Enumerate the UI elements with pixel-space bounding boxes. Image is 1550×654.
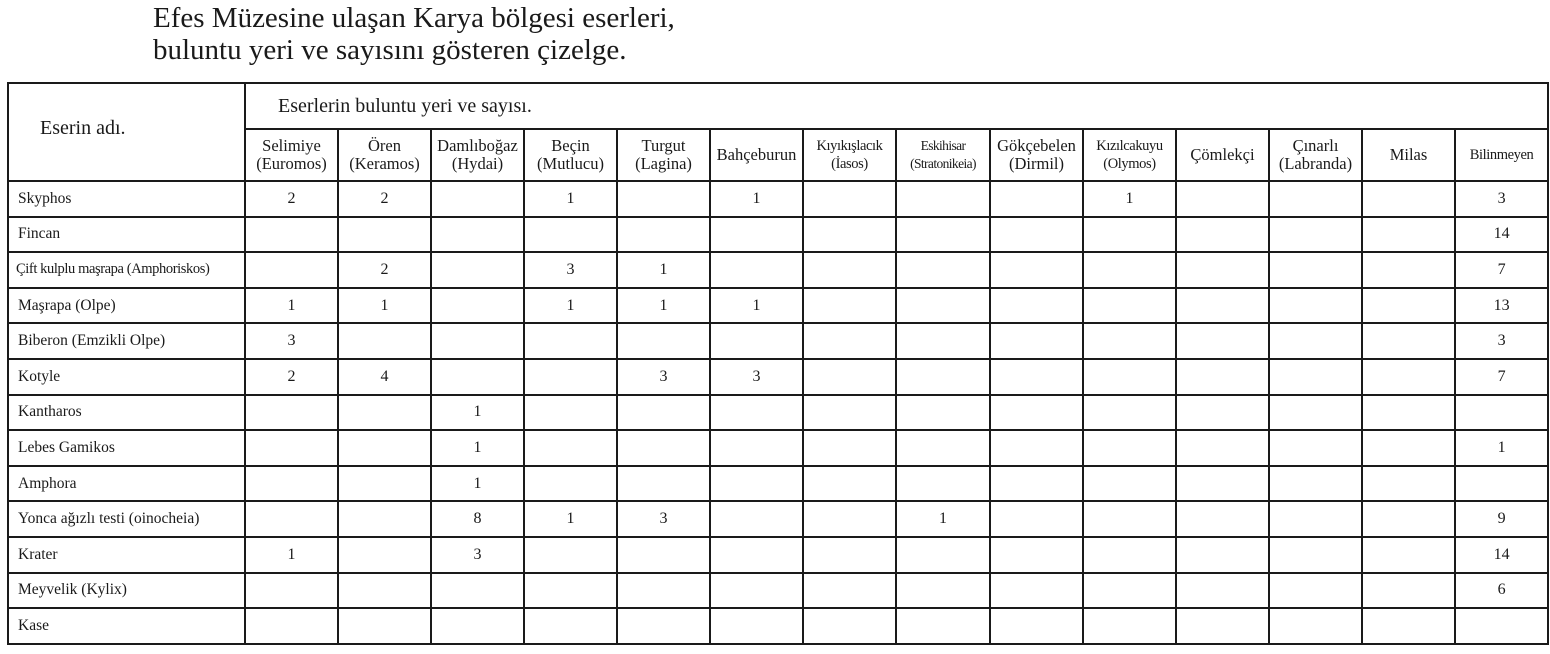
count-cell: 3 <box>431 537 524 573</box>
count-cell <box>338 501 431 537</box>
count-cell <box>990 573 1083 609</box>
count-cell <box>710 608 803 644</box>
count-cell: 1 <box>245 288 338 324</box>
location-ancient-name: (Keramos) <box>349 154 420 173</box>
artifact-name: Kotyle <box>8 359 245 395</box>
count-cell <box>431 252 524 288</box>
header-row-1 <box>8 83 1548 129</box>
count-cell <box>803 181 896 217</box>
table-row <box>8 501 1548 537</box>
count-cell <box>710 323 803 359</box>
count-cell: 1 <box>1083 181 1176 217</box>
count-cell: 14 <box>1455 217 1548 253</box>
count-cell <box>1176 181 1269 217</box>
location-ancient-name: (Dirmil) <box>1009 154 1064 173</box>
count-cell <box>990 252 1083 288</box>
location-header <box>710 129 803 181</box>
count-cell: 2 <box>338 252 431 288</box>
count-cell: 1 <box>710 288 803 324</box>
count-cell <box>617 466 710 502</box>
count-cell: 13 <box>1455 288 1548 324</box>
count-cell <box>710 537 803 573</box>
artifact-name: Meyvelik (Kylix) <box>8 573 245 609</box>
location-name: Kızılcakuyu <box>1096 138 1163 154</box>
count-cell <box>1269 573 1362 609</box>
count-cell: 1 <box>524 288 617 324</box>
table-row <box>8 608 1548 644</box>
count-cell <box>245 501 338 537</box>
count-cell <box>338 608 431 644</box>
count-cell <box>338 395 431 431</box>
count-cell: 1 <box>1455 430 1548 466</box>
table-row <box>8 430 1548 466</box>
count-cell: 3 <box>710 359 803 395</box>
count-cell <box>338 323 431 359</box>
count-cell <box>1176 288 1269 324</box>
count-cell <box>1176 466 1269 502</box>
count-cell <box>1176 573 1269 609</box>
count-cell: 2 <box>245 359 338 395</box>
count-cell <box>617 181 710 217</box>
count-cell <box>431 217 524 253</box>
count-cell <box>803 395 896 431</box>
count-cell <box>1269 395 1362 431</box>
location-header <box>431 129 524 181</box>
count-cell <box>431 573 524 609</box>
location-name: Turgut <box>641 136 686 155</box>
count-cell <box>1269 537 1362 573</box>
count-cell <box>1362 537 1455 573</box>
location-ancient-name: (Labranda) <box>1278 154 1353 173</box>
count-cell <box>1083 608 1176 644</box>
count-cell <box>617 217 710 253</box>
count-cell: 3 <box>1455 181 1548 217</box>
count-cell <box>1362 288 1455 324</box>
title-line-1: Efes Müzesine ulaşan Karya bölgesi eserleri, <box>153 2 675 34</box>
location-ancient-name: (Hydai) <box>451 154 504 173</box>
location-name: Ören <box>368 136 401 155</box>
location-header <box>990 129 1083 181</box>
count-cell <box>245 430 338 466</box>
count-cell <box>524 466 617 502</box>
location-header <box>896 129 990 181</box>
count-cell <box>896 537 990 573</box>
count-cell <box>245 573 338 609</box>
count-cell <box>524 395 617 431</box>
count-cell <box>245 395 338 431</box>
count-cell <box>1176 217 1269 253</box>
count-cell <box>1362 217 1455 253</box>
artifact-name: Maşrapa (Olpe) <box>8 288 245 324</box>
count-cell <box>245 466 338 502</box>
location-name: Milas <box>1389 145 1428 164</box>
chart-title <box>153 2 675 66</box>
count-cell <box>1269 466 1362 502</box>
count-cell <box>710 430 803 466</box>
count-cell <box>896 395 990 431</box>
count-cell <box>1362 252 1455 288</box>
table-row <box>8 252 1548 288</box>
count-cell <box>803 252 896 288</box>
count-cell: 3 <box>617 359 710 395</box>
location-group-header: Eserlerin buluntu yeri ve sayısı. <box>245 83 1548 129</box>
count-cell: 14 <box>1455 537 1548 573</box>
location-header <box>617 129 710 181</box>
count-cell <box>1362 608 1455 644</box>
location-name: Bilinmeyen <box>1469 147 1534 163</box>
location-name: Selimiye <box>262 136 321 155</box>
count-cell <box>896 323 990 359</box>
count-cell <box>431 608 524 644</box>
location-name: Kıyıkışlacık <box>816 138 883 154</box>
count-cell <box>710 501 803 537</box>
count-cell <box>990 537 1083 573</box>
count-cell <box>1362 466 1455 502</box>
count-cell <box>710 573 803 609</box>
count-cell <box>1455 395 1548 431</box>
table-row <box>8 181 1548 217</box>
count-cell <box>1176 608 1269 644</box>
location-name: Çömlekçi <box>1190 145 1255 164</box>
count-cell <box>1176 430 1269 466</box>
count-cell: 1 <box>524 501 617 537</box>
count-cell <box>617 537 710 573</box>
location-header <box>1176 129 1269 181</box>
location-name: Damlıboğaz <box>437 136 518 155</box>
location-header <box>803 129 896 181</box>
count-cell <box>524 217 617 253</box>
count-cell <box>896 359 990 395</box>
count-cell <box>338 430 431 466</box>
count-cell <box>617 395 710 431</box>
count-cell <box>710 217 803 253</box>
count-cell: 1 <box>896 501 990 537</box>
count-cell <box>1176 359 1269 395</box>
count-cell <box>990 359 1083 395</box>
count-cell <box>1362 501 1455 537</box>
artifact-name-header: Eserin adı. <box>8 83 245 181</box>
artifact-name: Krater <box>8 537 245 573</box>
count-cell <box>1176 323 1269 359</box>
count-cell <box>896 252 990 288</box>
count-cell: 1 <box>524 181 617 217</box>
title-line-2: buluntu yeri ve sayısını gösteren çizelge. <box>153 34 627 66</box>
location-header <box>1455 129 1548 181</box>
count-cell: 1 <box>617 252 710 288</box>
location-header <box>1362 129 1455 181</box>
count-cell <box>896 430 990 466</box>
count-cell <box>803 573 896 609</box>
table-row <box>8 217 1548 253</box>
location-ancient-name: (Olymos) <box>1103 156 1156 172</box>
table-row <box>8 359 1548 395</box>
location-ancient-name: (Mutlucu) <box>537 154 604 173</box>
count-cell <box>1083 252 1176 288</box>
count-cell <box>524 359 617 395</box>
count-cell <box>524 323 617 359</box>
count-cell <box>431 323 524 359</box>
count-cell <box>245 608 338 644</box>
count-cell: 3 <box>245 323 338 359</box>
count-cell <box>1362 430 1455 466</box>
table-row <box>8 537 1548 573</box>
count-cell <box>1083 537 1176 573</box>
count-cell <box>1083 466 1176 502</box>
count-cell: 1 <box>710 181 803 217</box>
count-cell <box>431 288 524 324</box>
location-name: Gökçebelen <box>997 136 1076 155</box>
count-cell <box>710 466 803 502</box>
count-cell <box>803 430 896 466</box>
count-cell <box>990 466 1083 502</box>
count-cell <box>896 288 990 324</box>
count-cell <box>803 217 896 253</box>
count-cell <box>431 181 524 217</box>
count-cell <box>338 217 431 253</box>
count-cell: 3 <box>617 501 710 537</box>
count-cell <box>896 217 990 253</box>
count-cell <box>338 537 431 573</box>
location-name: Eskihisar <box>920 138 966 153</box>
table-row <box>8 323 1548 359</box>
count-cell <box>1362 395 1455 431</box>
count-cell <box>1269 501 1362 537</box>
location-header <box>338 129 431 181</box>
count-cell <box>1083 573 1176 609</box>
count-cell <box>1362 573 1455 609</box>
count-cell <box>1176 395 1269 431</box>
count-cell <box>1362 323 1455 359</box>
count-cell <box>1269 252 1362 288</box>
location-header <box>1083 129 1176 181</box>
location-header <box>245 129 338 181</box>
table-row <box>8 395 1548 431</box>
count-cell <box>1083 501 1176 537</box>
count-cell <box>990 395 1083 431</box>
finds-table <box>7 82 1549 645</box>
count-cell <box>1269 430 1362 466</box>
table-row <box>8 288 1548 324</box>
count-cell <box>617 323 710 359</box>
count-cell: 6 <box>1455 573 1548 609</box>
artifact-name: Biberon (Emzikli Olpe) <box>8 323 245 359</box>
location-ancient-name: (İasos) <box>831 156 868 172</box>
count-cell: 3 <box>524 252 617 288</box>
count-cell: 7 <box>1455 359 1548 395</box>
count-cell <box>1269 288 1362 324</box>
count-cell <box>990 181 1083 217</box>
table-row <box>8 466 1548 502</box>
count-cell: 1 <box>245 537 338 573</box>
location-ancient-name: (Euromos) <box>256 154 327 173</box>
artifact-name: Kase <box>8 608 245 644</box>
artifact-name: Yonca ağızlı testi (oinocheia) <box>8 501 245 537</box>
count-cell <box>803 359 896 395</box>
count-cell: 2 <box>338 181 431 217</box>
count-cell <box>1269 608 1362 644</box>
count-cell: 9 <box>1455 501 1548 537</box>
count-cell <box>1083 217 1176 253</box>
count-cell <box>524 430 617 466</box>
count-cell: 1 <box>431 466 524 502</box>
count-cell <box>1083 395 1176 431</box>
count-cell: 4 <box>338 359 431 395</box>
count-cell <box>1362 359 1455 395</box>
count-cell <box>1269 359 1362 395</box>
count-cell <box>617 430 710 466</box>
count-cell <box>803 608 896 644</box>
artifact-name: Amphora <box>8 466 245 502</box>
count-cell <box>1083 430 1176 466</box>
count-cell <box>1455 466 1548 502</box>
count-cell <box>1269 323 1362 359</box>
artifact-name: Lebes Gamikos <box>8 430 245 466</box>
artifact-name: Fincan <box>8 217 245 253</box>
count-cell <box>896 608 990 644</box>
count-cell <box>990 217 1083 253</box>
count-cell <box>803 501 896 537</box>
location-name: Bahçeburun <box>716 145 797 164</box>
count-cell: 1 <box>431 395 524 431</box>
location-header <box>1269 129 1362 181</box>
count-cell <box>524 573 617 609</box>
count-cell: 7 <box>1455 252 1548 288</box>
count-cell <box>1362 181 1455 217</box>
count-cell: 3 <box>1455 323 1548 359</box>
location-name: Beçin <box>551 136 590 155</box>
location-ancient-name: (Stratonikeia) <box>910 156 976 171</box>
count-cell <box>896 181 990 217</box>
count-cell <box>1083 288 1176 324</box>
count-cell <box>1269 217 1362 253</box>
count-cell <box>990 323 1083 359</box>
count-cell: 2 <box>245 181 338 217</box>
count-cell <box>803 466 896 502</box>
location-ancient-name: (Lagina) <box>635 154 692 173</box>
count-cell <box>617 573 710 609</box>
artifact-name: Kantharos <box>8 395 245 431</box>
count-cell <box>710 252 803 288</box>
count-cell <box>990 288 1083 324</box>
count-cell: 1 <box>617 288 710 324</box>
table-row <box>8 573 1548 609</box>
artifact-name: Skyphos <box>8 181 245 217</box>
count-cell <box>896 573 990 609</box>
count-cell <box>431 359 524 395</box>
count-cell <box>338 466 431 502</box>
count-cell <box>1176 252 1269 288</box>
location-header <box>524 129 617 181</box>
count-cell <box>990 430 1083 466</box>
count-cell <box>896 466 990 502</box>
count-cell <box>990 501 1083 537</box>
count-cell <box>803 288 896 324</box>
count-cell <box>245 217 338 253</box>
count-cell <box>1269 181 1362 217</box>
count-cell <box>1083 323 1176 359</box>
count-cell <box>617 608 710 644</box>
count-cell <box>1176 501 1269 537</box>
count-cell <box>1176 537 1269 573</box>
count-cell <box>803 323 896 359</box>
count-cell: 1 <box>338 288 431 324</box>
count-cell <box>990 608 1083 644</box>
count-cell <box>338 573 431 609</box>
count-cell: 1 <box>431 430 524 466</box>
count-cell <box>1083 359 1176 395</box>
count-cell <box>524 608 617 644</box>
location-name: Çınarlı <box>1292 136 1339 155</box>
artifact-name: Çift kulplu maşrapa (Amphoriskos) <box>8 252 245 288</box>
count-cell: 8 <box>431 501 524 537</box>
count-cell <box>710 395 803 431</box>
count-cell <box>524 537 617 573</box>
count-cell <box>245 252 338 288</box>
count-cell <box>1455 608 1548 644</box>
count-cell <box>803 537 896 573</box>
table-body <box>8 181 1548 644</box>
